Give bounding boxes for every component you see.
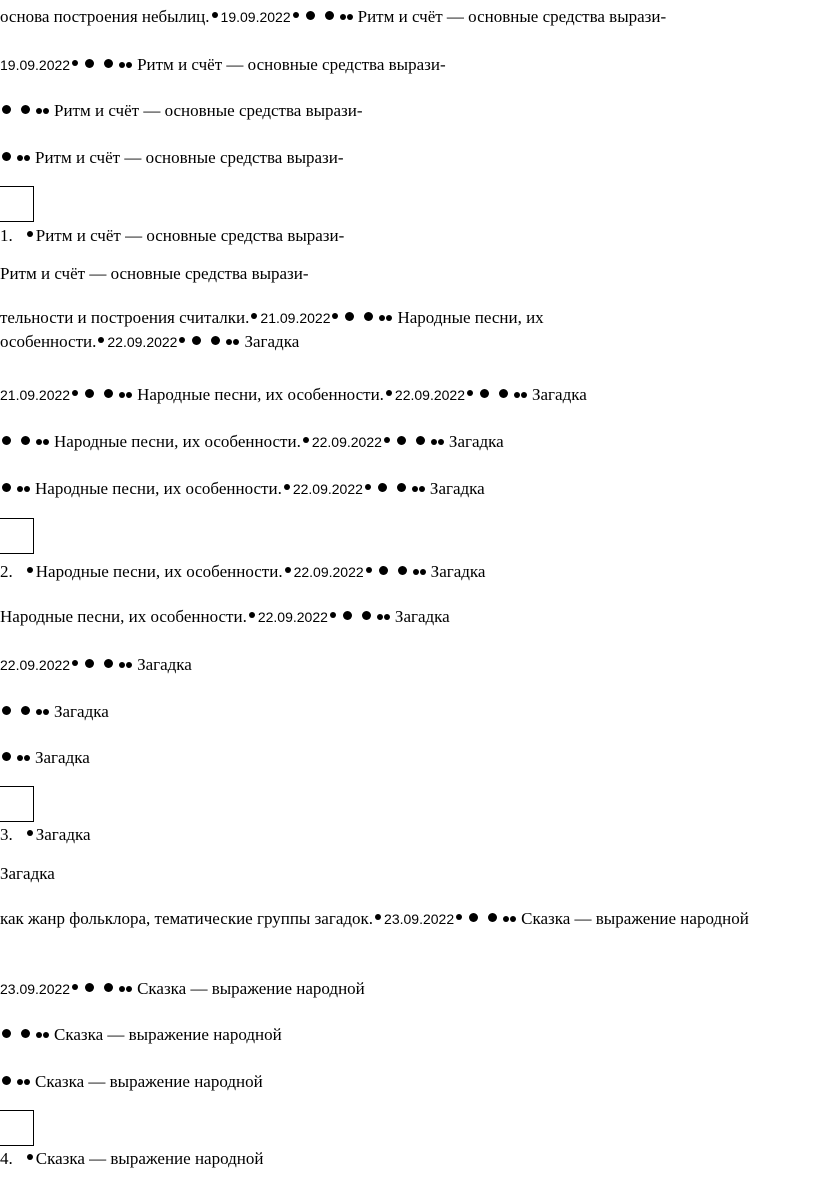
bullet-icon (285, 567, 291, 573)
line-text: тельности и построения считалки. (0, 308, 250, 327)
bullet-icon (2, 483, 11, 492)
bullet-icon (233, 339, 239, 345)
bullet-icon (416, 436, 425, 445)
bullet-icon (43, 108, 49, 114)
bullet-icon (119, 62, 125, 68)
text-line (0, 606, 450, 628)
bullet-icon (98, 337, 104, 343)
bullet-icon (21, 436, 30, 445)
line-text: Загадка (532, 385, 587, 404)
bullet-icon (306, 11, 315, 20)
bullet-icon (21, 105, 30, 114)
bullet-icon (27, 231, 33, 237)
bullet-icon (249, 612, 255, 618)
line-text: Загадка (448, 432, 504, 451)
line-text: Ритм и счёт — основные средства вырази- (35, 148, 344, 167)
bullet-icon (72, 660, 78, 666)
bullet-icon (347, 14, 353, 20)
bullet-icon (119, 662, 125, 668)
bullet-icon (503, 916, 509, 922)
line-text: Сказка — выражение народной (35, 1149, 264, 1168)
bullet-icon (499, 389, 508, 398)
bullet-icon (119, 986, 125, 992)
bullet-icon (345, 312, 354, 321)
bullet-icon (2, 1029, 11, 1038)
bullet-icon (340, 14, 346, 20)
list-item (0, 824, 91, 846)
bullet-icon (397, 483, 406, 492)
bullet-icon (24, 1079, 30, 1085)
bullet-icon (85, 59, 94, 68)
list-number: 3. (0, 825, 13, 844)
bullet-icon (488, 913, 497, 922)
bullet-icon (27, 1154, 33, 1160)
date-label: 23.09.2022 (384, 911, 455, 927)
checkbox-square (0, 186, 34, 222)
line-text: Народные песни, их особенности. (137, 385, 384, 404)
text-line (0, 1024, 282, 1046)
bullet-icon (2, 105, 11, 114)
line-text: Загадка (137, 655, 192, 674)
bullet-icon (2, 436, 11, 445)
bullet-icon (413, 569, 419, 575)
bullet-icon (325, 11, 334, 20)
bullet-icon (386, 315, 392, 321)
bullet-icon (362, 611, 371, 620)
bullet-icon (366, 567, 372, 573)
bullet-icon (36, 709, 42, 715)
bullet-icon (284, 484, 290, 490)
bullet-icon (126, 662, 132, 668)
text-line (0, 478, 485, 500)
date-label: 22.09.2022 (394, 387, 465, 403)
line-text: Загадка (0, 864, 55, 883)
date-label: 19.09.2022 (0, 57, 71, 73)
bullet-icon (85, 659, 94, 668)
bullet-icon (456, 914, 462, 920)
bullet-icon (43, 439, 49, 445)
date-label: 22.09.2022 (107, 334, 178, 350)
list-number: 1. (0, 226, 13, 245)
text-paragraph (0, 907, 760, 931)
date-label: 22.09.2022 (292, 481, 363, 497)
bullet-icon (303, 437, 309, 443)
bullet-icon (514, 392, 520, 398)
bullet-icon (179, 337, 185, 343)
bullet-icon (212, 12, 218, 18)
bullet-icon (17, 1079, 23, 1085)
line-text: Загадка (54, 702, 109, 721)
bullet-icon (384, 437, 390, 443)
text-line (0, 147, 344, 169)
bullet-icon (72, 60, 78, 66)
bullet-icon (85, 983, 94, 992)
line-text: Загадка (35, 825, 91, 844)
bullet-icon (24, 755, 30, 761)
bullet-icon (17, 155, 23, 161)
bullet-icon (126, 62, 132, 68)
line-text: Ритм и счёт — основные средства вырази- (357, 7, 667, 26)
text-line (0, 263, 309, 285)
bullet-icon (375, 914, 381, 920)
list-item (0, 1148, 263, 1170)
line-text: Народные песни, их (397, 308, 544, 327)
bullet-icon (126, 986, 132, 992)
bullet-icon (412, 486, 418, 492)
checkbox-square (0, 786, 34, 822)
text-paragraph (0, 306, 760, 354)
bullet-icon (24, 155, 30, 161)
line-text: Ритм и счёт — основные средства вырази- (54, 101, 363, 120)
date-label: 23.09.2022 (0, 981, 71, 997)
bullet-icon (226, 339, 232, 345)
bullet-icon (379, 315, 385, 321)
line-text: Сказка — выражение народной (54, 1025, 282, 1044)
line-text: Ритм и счёт — основные средства вырази- (0, 264, 309, 283)
bullet-icon (378, 483, 387, 492)
date-label: 21.09.2022 (0, 387, 71, 403)
bullet-icon (21, 1029, 30, 1038)
bullet-icon (72, 984, 78, 990)
text-line (0, 1071, 263, 1093)
line-text: Загадка (429, 479, 485, 498)
bullet-icon (431, 439, 437, 445)
bullet-icon (36, 1032, 42, 1038)
bullet-icon (104, 983, 113, 992)
line-text: Сказка — выражение народной (521, 909, 749, 928)
list-item (0, 225, 344, 247)
bullet-icon (364, 312, 373, 321)
bullet-icon (330, 612, 336, 618)
bullet-icon (386, 390, 392, 396)
date-label: 22.09.2022 (311, 434, 382, 450)
line-text: Народные песни, их особенности. (35, 479, 282, 498)
line-text: Народные песни, их особенности. (35, 562, 283, 581)
bullet-icon (480, 389, 489, 398)
text-line (0, 54, 446, 76)
line-text: Сказка — выражение народной (137, 979, 365, 998)
date-label: 22.09.2022 (0, 657, 71, 673)
line-text: основа построения небылиц. (0, 7, 210, 26)
list-number: 4. (0, 1149, 13, 1168)
text-line (0, 384, 587, 406)
bullet-icon (104, 659, 113, 668)
bullet-icon (2, 706, 11, 715)
bullet-icon (104, 389, 113, 398)
text-line (0, 863, 55, 885)
date-label: 22.09.2022 (293, 564, 364, 580)
bullet-icon (521, 392, 527, 398)
bullet-icon (365, 484, 371, 490)
text-line (0, 701, 109, 723)
text-line (0, 6, 666, 28)
list-number: 2. (0, 562, 13, 581)
bullet-icon (17, 755, 23, 761)
bullet-icon (469, 913, 478, 922)
line-text: Ритм и счёт — основные средства вырази- (35, 226, 345, 245)
text-line (0, 978, 365, 1000)
bullet-icon (379, 566, 388, 575)
line-text: Загадка (394, 607, 450, 626)
line-text: Народные песни, их особенности. (0, 607, 247, 626)
text-line (0, 654, 192, 676)
date-label: 19.09.2022 (220, 9, 291, 25)
bullet-icon (85, 389, 94, 398)
bullet-icon (510, 916, 516, 922)
bullet-icon (36, 439, 42, 445)
bullet-icon (192, 336, 201, 345)
checkbox-square (0, 518, 34, 554)
bullet-icon (119, 392, 125, 398)
bullet-icon (293, 12, 299, 18)
line-text: как жанр фольклора, тематические группы загадок. (0, 909, 374, 928)
bullet-icon (343, 611, 352, 620)
checkbox-square (0, 1110, 34, 1146)
bullet-icon (21, 706, 30, 715)
line-text: Ритм и счёт — основные средства вырази- (137, 55, 446, 74)
bullet-icon (377, 614, 383, 620)
bullet-icon (398, 566, 407, 575)
bullet-icon (17, 486, 23, 492)
bullet-icon (43, 1032, 49, 1038)
date-label: 22.09.2022 (257, 609, 328, 625)
bullet-icon (43, 709, 49, 715)
text-line (0, 747, 90, 769)
date-label: 21.09.2022 (260, 310, 331, 326)
bullet-icon (126, 392, 132, 398)
bullet-icon (27, 567, 33, 573)
line-text: Сказка — выражение народной (35, 1072, 263, 1091)
bullet-icon (251, 313, 257, 319)
bullet-icon (36, 108, 42, 114)
line-text: Народные песни, их особенности. (54, 432, 301, 451)
bullet-icon (332, 313, 338, 319)
text-line (0, 100, 363, 122)
line-text: Загадка (35, 748, 90, 767)
bullet-icon (397, 436, 406, 445)
text-line (0, 431, 504, 453)
bullet-icon (384, 614, 390, 620)
line-text: Загадка (244, 332, 300, 351)
bullet-icon (420, 569, 426, 575)
bullet-icon (211, 336, 220, 345)
bullet-icon (104, 59, 113, 68)
bullet-icon (2, 752, 11, 761)
bullet-icon (438, 439, 444, 445)
list-item (0, 561, 485, 583)
bullet-icon (27, 830, 33, 836)
bullet-icon (72, 390, 78, 396)
bullet-icon (2, 1076, 11, 1085)
bullet-icon (467, 390, 473, 396)
bullet-icon (24, 486, 30, 492)
bullet-icon (419, 486, 425, 492)
line-text: Загадка (430, 562, 486, 581)
line-text: особенности. (0, 332, 97, 351)
bullet-icon (2, 152, 11, 161)
